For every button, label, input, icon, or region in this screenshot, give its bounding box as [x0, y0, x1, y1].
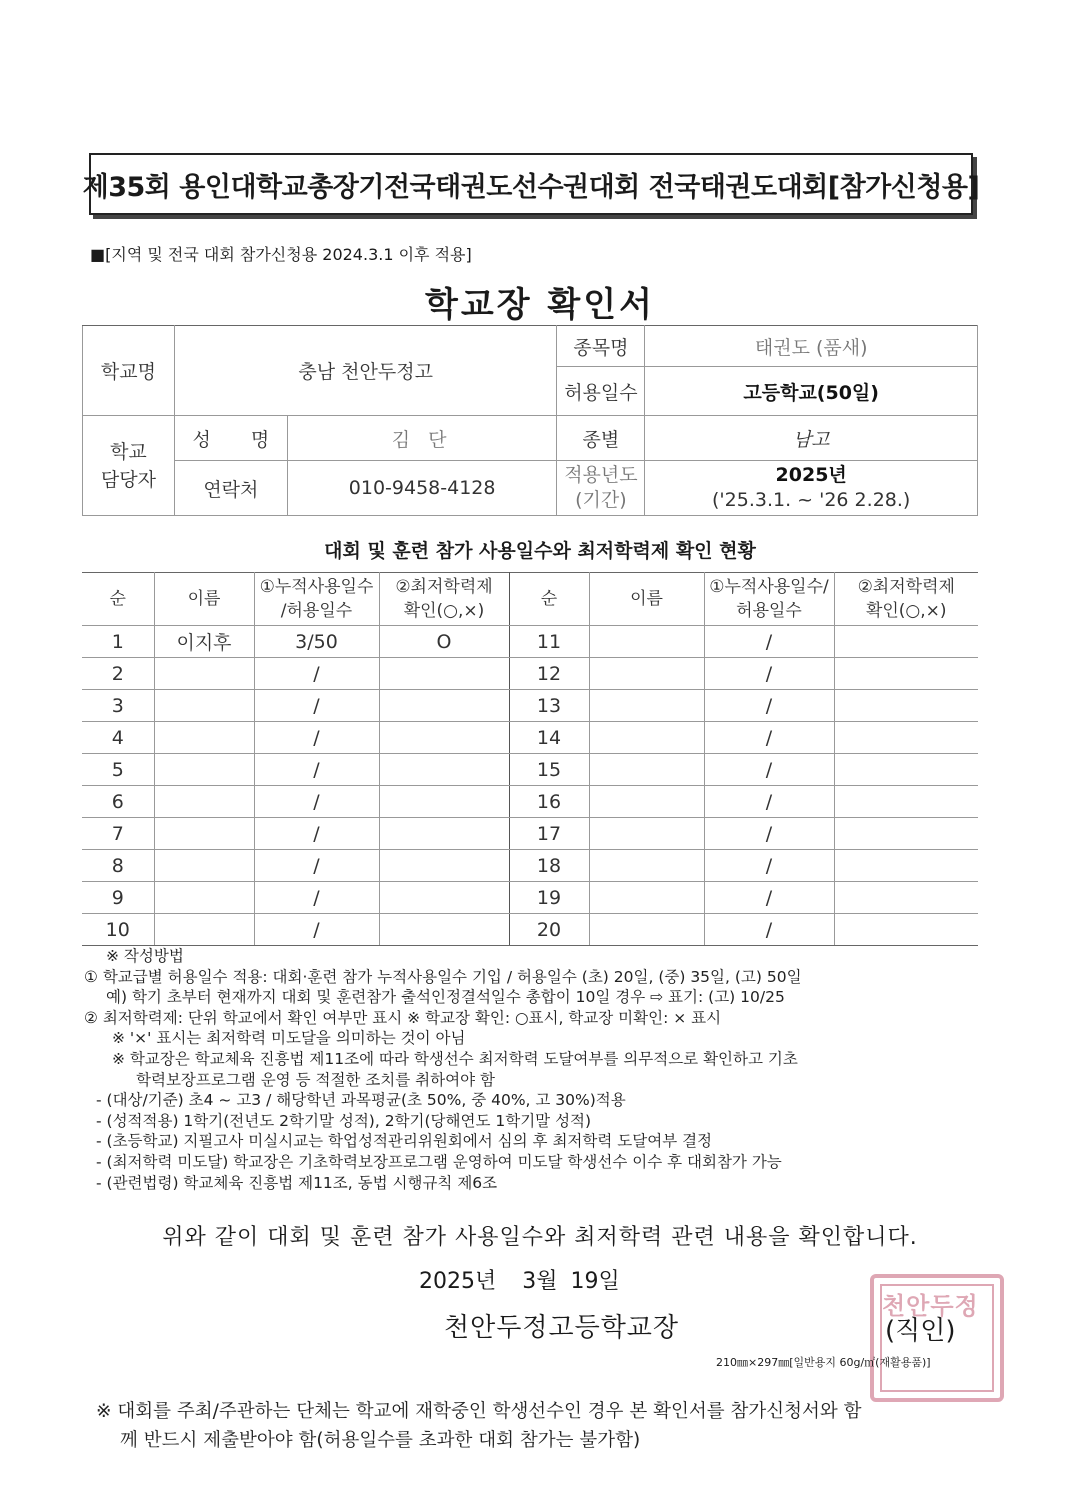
row-name: [589, 690, 704, 722]
year-label: 적용년도: [564, 464, 638, 486]
row-no: 3: [82, 690, 154, 722]
row-no: 14: [509, 722, 589, 754]
row-name: [589, 882, 704, 914]
row-days: /: [704, 850, 834, 882]
row-check: [834, 658, 978, 690]
row-no: 17: [509, 818, 589, 850]
row-name: [154, 786, 254, 818]
instruction-line: - (성적적용) 1학기(전년도 2학기말 성적), 2학기(당해연도 1학기말 성적): [96, 1111, 592, 1130]
row-name: [589, 626, 704, 658]
row-days: 3/50: [254, 626, 379, 658]
period-label: (기간): [575, 489, 627, 511]
row-check: [379, 818, 509, 850]
row-days: /: [704, 786, 834, 818]
event-label: 종목명: [557, 326, 645, 367]
row-days: /: [704, 658, 834, 690]
gender-label: 종별: [557, 416, 645, 461]
row-name: [589, 786, 704, 818]
row-days: /: [254, 914, 379, 946]
row-check: [834, 818, 978, 850]
name-value: 김 단: [287, 416, 557, 461]
row-no: 10: [82, 914, 154, 946]
table-row: [82, 850, 978, 882]
document-banner: 제35회 용인대학교총장기전국태권도선수권대회 전국태권도대회[참가신청용]: [89, 153, 973, 215]
row-name: [154, 658, 254, 690]
row-name: [589, 914, 704, 946]
writing-instructions: [84, 946, 984, 1193]
header-check-right-line2: 확인(○,×): [865, 601, 947, 621]
table-row: [82, 786, 978, 818]
table-row: [82, 690, 978, 722]
row-no: 19: [509, 882, 589, 914]
days-label: 허용일수: [557, 367, 645, 416]
row-no: 6: [82, 786, 154, 818]
submission-footnote: [96, 1397, 976, 1455]
row-check: [379, 914, 509, 946]
row-no: 13: [509, 690, 589, 722]
row-name: [589, 850, 704, 882]
row-check: [379, 658, 509, 690]
event-value: 태권도 (품새): [645, 326, 978, 367]
footnote-line: 께 반드시 제출받아야 함(허용일수를 초과한 대회 참가는 불가함): [120, 1430, 641, 1451]
gender-value: 남고: [645, 416, 978, 461]
table-row: [82, 818, 978, 850]
row-no: 2: [82, 658, 154, 690]
instructions-title: ※ 작성방법: [106, 947, 184, 965]
row-check: [834, 914, 978, 946]
instruction-line: 학력보장프로그램 운영 등 적절한 조치를 취하여야 함: [136, 1070, 495, 1089]
row-name: [154, 754, 254, 786]
row-check: [834, 754, 978, 786]
row-check: O: [379, 626, 509, 658]
row-name: 이지후: [154, 626, 254, 658]
confirmation-statement: 위와 같이 대회 및 훈련 참가 사용일수와 최저학력 관련 내용을 확인합니다.: [162, 1225, 918, 1250]
phone-value: 010-9458-4128: [287, 461, 557, 516]
row-name: [589, 754, 704, 786]
table-row: [82, 914, 978, 946]
row-days: /: [704, 818, 834, 850]
usage-table: [82, 572, 978, 946]
row-days: /: [254, 722, 379, 754]
header-no-left: 순: [82, 573, 154, 626]
instruction-line: ② 최저학력제: 단위 학교에서 확인 여부만 표시 ※ 학교장 확인: ○표시, 학교장 미확인: × 표시: [84, 1008, 722, 1027]
row-no: 8: [82, 850, 154, 882]
header-check-left-line1: ②최저학력제: [395, 577, 493, 597]
row-name: [589, 658, 704, 690]
header-name-right: 이름: [589, 573, 704, 626]
row-name: [154, 722, 254, 754]
header-days-left-line1: ①누적사용일수: [259, 577, 374, 597]
instruction-line: 예) 학기 초부터 현재까지 대회 및 훈련참가 출석인정결석일수 총합이 10일 경우 ⇨ 표기: (고) 10/25: [106, 988, 785, 1007]
row-name: [154, 914, 254, 946]
seal-label: (직인): [885, 1316, 956, 1346]
table-row: [82, 722, 978, 754]
row-no: 12: [509, 658, 589, 690]
row-days: /: [254, 754, 379, 786]
row-check: [379, 754, 509, 786]
row-days: /: [254, 882, 379, 914]
row-no: 18: [509, 850, 589, 882]
applicability-notice: ■[지역 및 전국 대회 참가신청용 2024.3.1 이후 적용]: [90, 245, 472, 264]
issue-date: 2025년 3월 19일: [419, 1269, 620, 1294]
header-check-left-line2: 확인(○,×): [403, 601, 485, 621]
row-days: /: [704, 882, 834, 914]
row-days: /: [254, 850, 379, 882]
row-days: /: [704, 754, 834, 786]
days-value: 고등학교(50일): [645, 367, 978, 416]
instruction-line: - (대상/기준) 초4 ~ 고3 / 해당학년 과목평균(초 50%, 중 40%, 고 30%)적용: [96, 1091, 626, 1110]
row-days: /: [704, 690, 834, 722]
row-name: [154, 818, 254, 850]
row-name: [154, 882, 254, 914]
row-days: /: [254, 690, 379, 722]
header-check-right-line1: ②최저학력제: [857, 577, 955, 597]
row-check: [834, 786, 978, 818]
instruction-line: - (관련법령) 학교체육 진흥법 제11조, 동법 시행규칙 제6조: [96, 1173, 498, 1192]
school-label: 학교명: [83, 326, 175, 416]
header-days-right-line2: 허용일수: [736, 601, 802, 621]
row-days: /: [254, 818, 379, 850]
row-no: 5: [82, 754, 154, 786]
year-value: 2025년: [775, 464, 847, 486]
school-value: 충남 천안두정고: [174, 326, 557, 416]
instruction-line: ※ '×' 표시는 최저학력 미도달을 의미하는 것이 아님: [112, 1029, 466, 1048]
contact-person-label: 학교 담당자: [83, 416, 175, 516]
row-no: 1: [82, 626, 154, 658]
row-check: [834, 850, 978, 882]
row-no: 15: [509, 754, 589, 786]
row-no: 20: [509, 914, 589, 946]
phone-label: 연락처: [174, 461, 287, 516]
row-no: 7: [82, 818, 154, 850]
row-check: [379, 690, 509, 722]
header-days-right-line1: ①누적사용일수/: [709, 577, 829, 597]
table-row: [82, 626, 978, 658]
row-days: /: [254, 786, 379, 818]
row-no: 11: [509, 626, 589, 658]
document-title: 학교장 확인서: [425, 285, 655, 325]
row-name: [154, 690, 254, 722]
seal-text: 천안두정: [882, 1292, 979, 1320]
row-check: [379, 786, 509, 818]
row-days: /: [704, 722, 834, 754]
table-row: [82, 658, 978, 690]
row-name: [589, 818, 704, 850]
row-days: /: [704, 914, 834, 946]
row-no: 9: [82, 882, 154, 914]
usage-section-title: 대회 및 훈련 참가 사용일수와 최저학력제 확인 현황: [324, 540, 756, 562]
row-no: 16: [509, 786, 589, 818]
signer-title: 천안두정고등학교장: [444, 1313, 680, 1343]
row-check: [379, 882, 509, 914]
instruction-line: ① 학교급별 허용일수 적용: 대회·훈련 참가 누적사용일수 기입 / 허용일수 (초) 20일, (중) 35일, (고) 50일: [84, 967, 802, 986]
row-no: 4: [82, 722, 154, 754]
instruction-line: - (최저학력 미도달) 학교장은 기초학력보장프로그램 운영하여 미도달 학생선수 이수 후 대회참가 가능: [96, 1152, 782, 1171]
instruction-line: - (초등학교) 지필고사 미실시교는 학업성적관리위원회에서 심의 후 최저학력 도달여부 결정: [96, 1132, 713, 1151]
school-info-table: [82, 325, 978, 516]
table-row: [82, 882, 978, 914]
instruction-line: ※ 학교장은 학교체육 진흥법 제11조에 따라 학생선수 최저학력 도달여부를 의무적으로 확인하고 기초: [112, 1049, 798, 1068]
row-name: [154, 850, 254, 882]
row-days: /: [704, 626, 834, 658]
header-no-right: 순: [509, 573, 589, 626]
row-check: [834, 882, 978, 914]
table-row: [82, 754, 978, 786]
row-check: [834, 690, 978, 722]
footnote-line: ※ 대회를 주최/주관하는 단체는 학교에 재학중인 학생선수인 경우 본 확인서를 참가신청서와 함: [96, 1401, 862, 1422]
name-label: 성 명: [174, 416, 287, 461]
row-days: /: [254, 658, 379, 690]
period-value: ('25.3.1. ~ '26 2.28.): [712, 489, 911, 511]
row-check: [379, 850, 509, 882]
row-check: [379, 722, 509, 754]
row-name: [589, 722, 704, 754]
header-days-left-line2: /허용일수: [280, 601, 353, 621]
paper-spec: 210㎜×297㎜[일반용지 60g/㎡(재활용품)]: [716, 1356, 931, 1369]
header-name-left: 이름: [154, 573, 254, 626]
row-check: [834, 722, 978, 754]
row-check: [834, 626, 978, 658]
